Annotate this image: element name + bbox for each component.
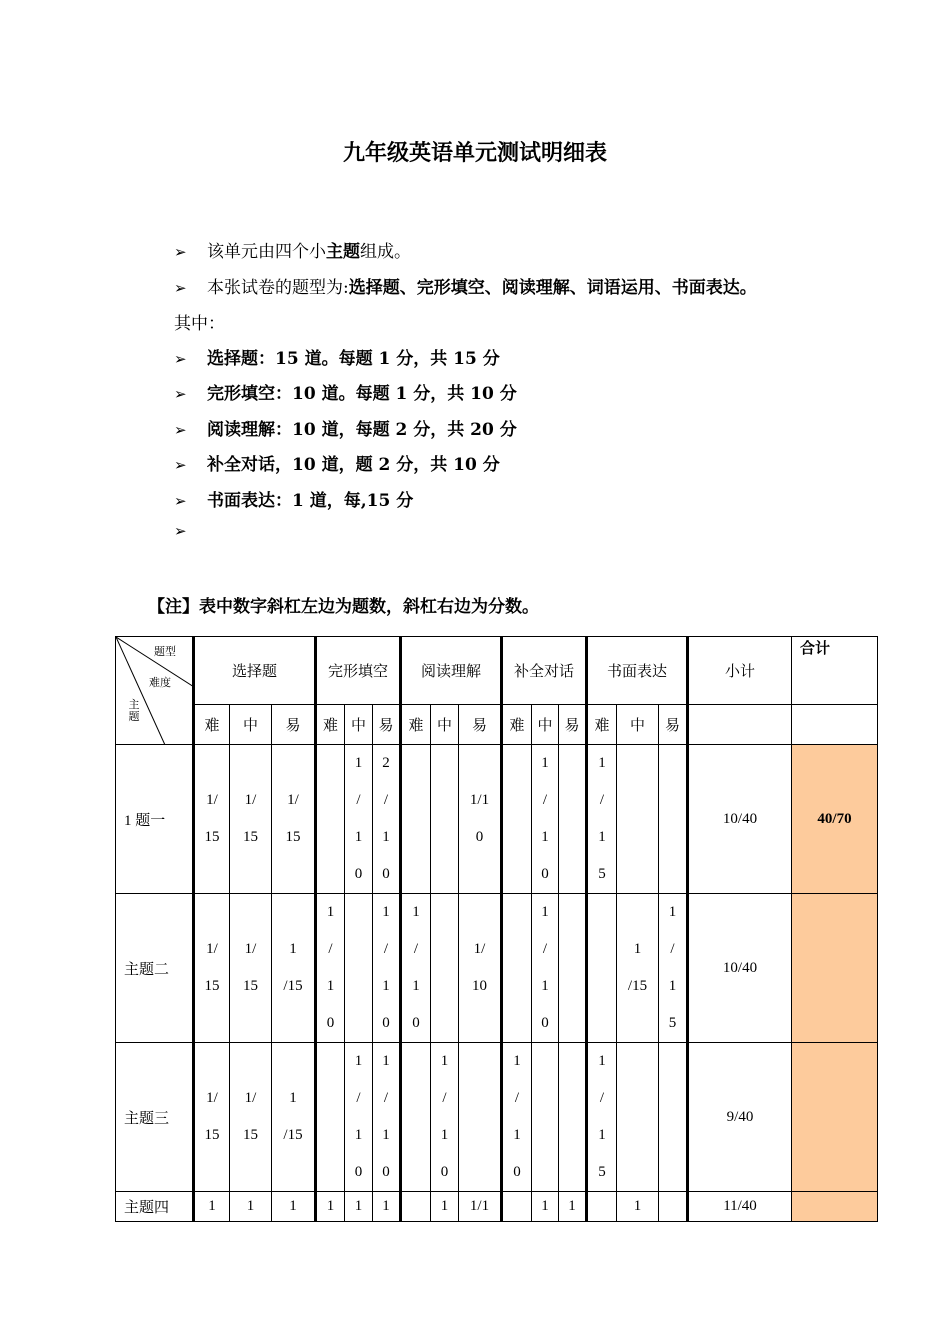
subtotal-cell: 9/40	[688, 1043, 792, 1192]
text: 该单元由四个小	[207, 242, 326, 262]
arrow-bullet-icon: ➢	[174, 522, 187, 540]
type-item-text: 选择题：15 道。每题 1 分，共 15 分	[207, 349, 500, 369]
level-header: 难	[587, 705, 617, 745]
level-header: 中	[230, 705, 272, 745]
empty-cell	[688, 705, 792, 745]
level-header: 中	[345, 705, 373, 745]
level-header: 中	[532, 705, 559, 745]
corner-header	[116, 637, 194, 745]
score-cell	[559, 1043, 587, 1192]
intro-line-1	[174, 237, 411, 262]
score-cell	[587, 1192, 617, 1222]
score-cell	[617, 745, 659, 894]
intro-line-3: 其中：	[174, 314, 225, 334]
level-header: 中	[617, 705, 659, 745]
score-cell	[401, 1043, 431, 1192]
text: 本张试卷的题型为:	[207, 278, 349, 298]
score-cell: 1	[345, 1192, 373, 1222]
score-cell: 1	[316, 1192, 345, 1222]
score-cell: 1/ 15	[194, 1043, 230, 1192]
subtotal-cell: 10/40	[688, 745, 792, 894]
score-cell	[559, 745, 587, 894]
score-cell: 1	[373, 1192, 401, 1222]
score-cell: 1/ 15	[230, 1043, 272, 1192]
score-cell: 1 /15	[272, 894, 316, 1043]
score-cell	[659, 745, 688, 894]
intro-line-2	[174, 273, 757, 298]
header-row-types	[116, 637, 878, 705]
score-cell	[587, 894, 617, 1043]
score-cell	[659, 1192, 688, 1222]
score-cell: 1/ 15	[272, 745, 316, 894]
score-cell	[502, 1192, 532, 1222]
total-cell	[792, 894, 878, 1043]
score-cell: 1/1 0	[459, 745, 502, 894]
score-cell: 1	[532, 1192, 559, 1222]
type-item	[174, 344, 500, 369]
type-header: 完形填空	[316, 637, 401, 705]
score-cell: 1 / 1 0	[401, 894, 431, 1043]
score-cell: 1 / 1 5	[587, 1043, 617, 1192]
level-header: 易	[659, 705, 688, 745]
topic-label: 主题四	[116, 1192, 194, 1222]
arrow-bullet-icon: ➢	[174, 279, 187, 297]
score-cell: 1 / 1 0	[431, 1043, 459, 1192]
level-header: 中	[431, 705, 459, 745]
text: 组成。	[360, 242, 411, 262]
type-item	[174, 450, 500, 475]
score-cell: 1 / 1 5	[659, 894, 688, 1043]
score-cell	[316, 745, 345, 894]
total-header: 合计	[792, 637, 878, 705]
corner-topic-label: 主题	[128, 698, 140, 723]
score-cell	[559, 894, 587, 1043]
topic-label: 主题三	[116, 1043, 194, 1192]
total-cell: 40/70	[792, 745, 878, 894]
type-item	[174, 379, 517, 404]
type-item-text: 补全对话，10 道，题 2 分，共 10 分	[207, 455, 500, 475]
table-row	[116, 745, 878, 894]
score-cell	[431, 894, 459, 1043]
score-cell	[532, 1043, 559, 1192]
type-item-text: 完形填空：10 道。每题 1 分，共 10 分	[207, 384, 517, 404]
table-row	[116, 1192, 878, 1222]
score-cell: 1 / 1 0	[532, 745, 559, 894]
topic-label: 1 题一	[116, 745, 194, 894]
empty-cell	[792, 705, 878, 745]
score-cell	[659, 1043, 688, 1192]
score-cell	[431, 745, 459, 894]
page-title: 九年级英语单元测试明细表	[342, 141, 607, 166]
score-cell	[459, 1043, 502, 1192]
score-cell	[345, 894, 373, 1043]
type-header: 补全对话	[502, 637, 587, 705]
header-row-levels	[116, 705, 878, 745]
table-note: 【注】表中数字斜杠左边为题数，斜杠右边为分数。	[148, 597, 539, 617]
table-row	[116, 894, 878, 1043]
score-cell	[401, 1192, 431, 1222]
arrow-bullet-icon: ➢	[174, 350, 187, 368]
level-header: 难	[502, 705, 532, 745]
corner-type-label: 题型	[154, 645, 176, 658]
score-cell: 1	[431, 1192, 459, 1222]
text-bold: 选择题、完形填空、阅读理解、词语运用、书面表达。	[348, 278, 757, 298]
level-header: 难	[401, 705, 431, 745]
type-header: 选择题	[194, 637, 316, 705]
score-cell: 1 / 1 0	[373, 1043, 401, 1192]
score-cell	[502, 894, 532, 1043]
type-item	[174, 486, 413, 511]
score-cell: 1	[230, 1192, 272, 1222]
level-header: 易	[272, 705, 316, 745]
type-item-text: 书面表达：1 道，每,15 分	[207, 491, 414, 511]
score-cell: 1 /15	[272, 1043, 316, 1192]
score-cell: 1	[559, 1192, 587, 1222]
score-cell: 1	[272, 1192, 316, 1222]
score-cell: 1 / 1 0	[345, 1043, 373, 1192]
arrow-bullet-icon: ➢	[174, 243, 187, 261]
score-cell	[316, 1043, 345, 1192]
score-cell	[502, 745, 532, 894]
score-cell	[617, 1043, 659, 1192]
score-cell: 1 / 1 0	[502, 1043, 532, 1192]
level-header: 易	[373, 705, 401, 745]
arrow-bullet-icon: ➢	[174, 421, 187, 439]
score-cell: 1 / 1 0	[345, 745, 373, 894]
arrow-bullet-icon: ➢	[174, 492, 187, 510]
type-item	[174, 521, 207, 541]
level-header: 易	[459, 705, 502, 745]
type-item	[174, 415, 517, 440]
score-cell: 1/ 15	[194, 894, 230, 1043]
score-cell: 1/ 15	[230, 894, 272, 1043]
level-header: 易	[559, 705, 587, 745]
subtotal-header: 小计	[688, 637, 792, 705]
table-body	[116, 745, 878, 1222]
score-cell: 1 /15	[617, 894, 659, 1043]
score-cell: 1/ 15	[230, 745, 272, 894]
score-cell: 1 / 1 5	[587, 745, 617, 894]
total-cell	[792, 1192, 878, 1222]
total-cell	[792, 1043, 878, 1192]
type-item-text: 阅读理解：10 道，每题 2 分，共 20 分	[207, 420, 517, 440]
detail-table	[115, 636, 878, 1222]
type-header: 书面表达	[587, 637, 688, 705]
score-cell: 2 / 1 0	[373, 745, 401, 894]
score-cell: 1 / 1 0	[316, 894, 345, 1043]
score-cell: 1 / 1 0	[532, 894, 559, 1043]
type-header: 阅读理解	[401, 637, 502, 705]
corner-level-label: 难度	[149, 676, 171, 689]
score-cell: 1 / 1 0	[373, 894, 401, 1043]
score-cell: 1	[194, 1192, 230, 1222]
table-row	[116, 1043, 878, 1192]
arrow-bullet-icon: ➢	[174, 456, 187, 474]
arrow-bullet-icon: ➢	[174, 385, 187, 403]
subtotal-cell: 10/40	[688, 894, 792, 1043]
score-cell: 1/ 10	[459, 894, 502, 1043]
text-bold: 主题	[326, 242, 360, 262]
score-cell: 1	[617, 1192, 659, 1222]
score-cell: 1/ 15	[194, 745, 230, 894]
level-header: 难	[316, 705, 345, 745]
level-header: 难	[194, 705, 230, 745]
subtotal-cell: 11/40	[688, 1192, 792, 1222]
topic-label: 主题二	[116, 894, 194, 1043]
score-cell: 1/1	[459, 1192, 502, 1222]
score-cell	[401, 745, 431, 894]
